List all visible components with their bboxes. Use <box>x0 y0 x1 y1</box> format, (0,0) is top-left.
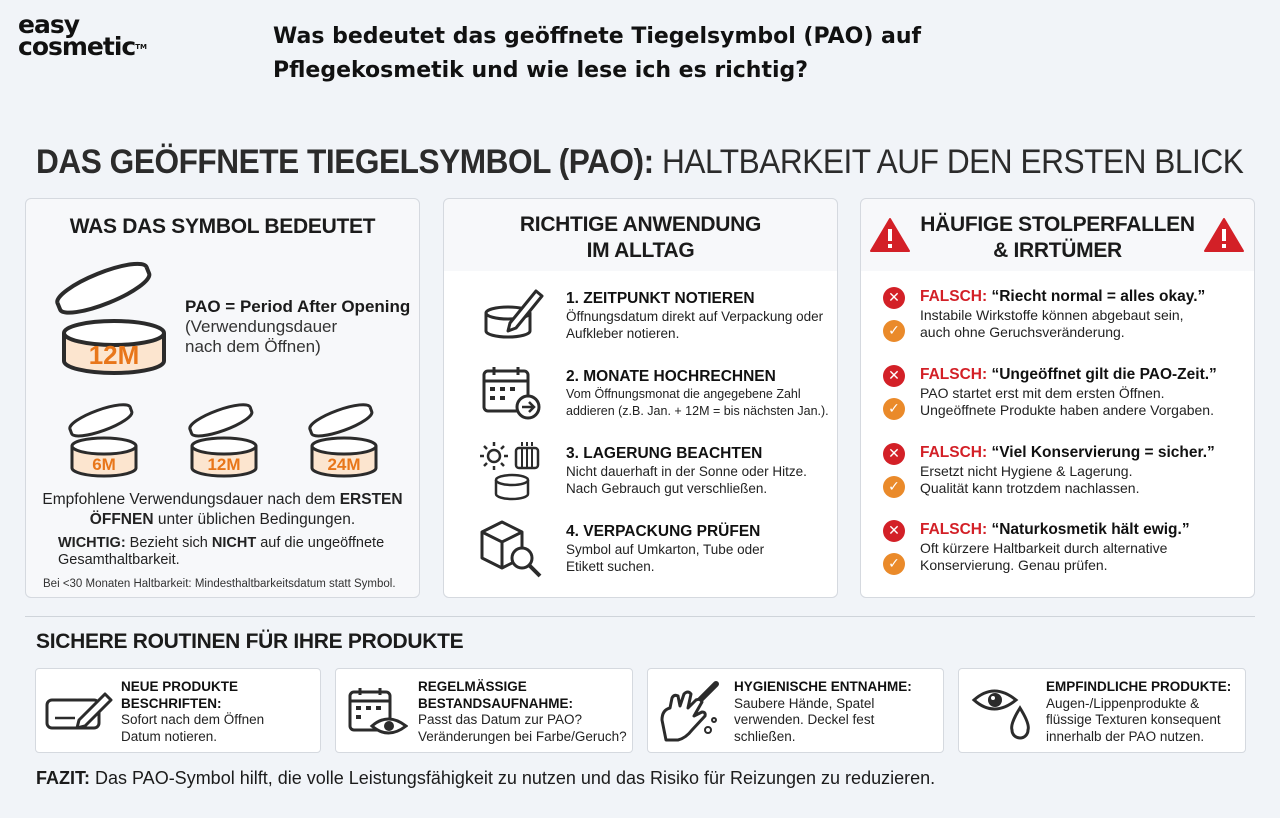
pitfalls-heading-2: & IRRTÜMER <box>993 239 1122 262</box>
step-4-text: Symbol auf Umkarton, Tube oder Etikett suchen. <box>566 542 765 574</box>
important-not: NICHT <box>211 535 257 551</box>
routine-sensitive-desc: Augen-/Lippenprodukte & flüssige Texturen konsequent innerhalb der PAO nutzen. <box>1046 695 1221 744</box>
routine-hygiene-desc: Saubere Hände, Spatel verwenden. Deckel fest schließen. <box>734 695 875 744</box>
hand-spatula-icon <box>658 680 724 744</box>
cross-icon: ✕ <box>883 443 905 465</box>
correct-usage-heading <box>444 212 837 264</box>
logo-line-1: easy <box>18 10 80 39</box>
check-icon: ✓ <box>883 398 905 420</box>
important-note <box>58 535 398 569</box>
important-post: auf die ungeöffnete Gesamthaltbarkeit. <box>58 535 385 568</box>
rec-pre: Empfohlene Verwendungsdauer nach dem <box>42 491 340 508</box>
step-3 <box>566 444 831 497</box>
mhd-footnote: Bei <30 Monaten Haltbarkeit: Mindesthaltbarkeitsdatum statt Symbol. <box>43 578 396 590</box>
routine-inventory-text <box>418 679 628 745</box>
pao-definition-sub: (Verwendungsdauer nach dem Öffnen) <box>185 317 338 356</box>
routines-heading: SICHERE ROUTINEN FÜR IHRE PRODUKTE <box>36 630 464 653</box>
step-1-text: Öffnungsdatum direkt auf Verpackung oder Aufkleber notieren. <box>566 309 824 341</box>
step-2 <box>566 367 838 420</box>
correct-usage-heading-2: IM ALLTAG <box>586 239 695 262</box>
conclusion-label: FAZIT: <box>36 768 90 788</box>
myth-4-claim: “Naturkosmetik hält ewig.” <box>987 521 1190 538</box>
falsch-label: FALSCH: <box>920 288 988 305</box>
jar-label-6m: 6M <box>92 455 116 474</box>
step-1 <box>566 289 831 342</box>
cross-icon: ✕ <box>883 520 905 542</box>
routine-inventory-desc: Passt das Datum zur PAO? Veränderungen bei Farbe/Geruch? <box>418 712 627 744</box>
check-icon: ✓ <box>883 476 905 498</box>
myth-1 <box>920 287 1250 341</box>
title-bold-part: DAS GEÖFFNETE TIEGELSYMBOL (PAO): <box>36 143 654 181</box>
myth-3-claim: “Viel Konservierung = sicher.” <box>987 444 1215 461</box>
label-pen-icon <box>45 690 113 734</box>
eye-drop-icon <box>970 684 1036 740</box>
myth-1-fix: Instabile Wirkstoffe können abgebaut sein, auch ohne Geruchsveränderung. <box>920 307 1184 340</box>
box-magnifier-icon <box>478 518 544 578</box>
routine-sensitive-text <box>1046 679 1241 745</box>
step-2-text: Vom Öffnungsmonat die angegebene Zahl addieren (z.B. Jan. + 12M = bis nächsten Jan.). <box>566 387 829 418</box>
sun-heater-icon <box>478 440 544 502</box>
myth-3-fix: Ersetzt nicht Hygiene & Lagerung. Qualität kann trotzdem nachlassen. <box>920 463 1140 496</box>
recommended-usage-text <box>40 490 405 530</box>
warning-icon-right <box>1203 217 1245 253</box>
conclusion-text: Das PAO-Symbol hilft, die volle Leistungsfähigkeit zu nutzen und das Risiko für Reizungen zu reduzieren. <box>90 768 936 788</box>
jar-label-24m: 24M <box>327 455 361 474</box>
pao-definition-title: PAO = Period After Opening <box>185 297 411 316</box>
jar-pen-icon <box>480 285 544 345</box>
pitfalls-heading-1: HÄUFIGE STOLPERFALLEN <box>920 213 1195 236</box>
routine-label-title: NEUE PRODUKTE BESCHRIFTEN: <box>121 679 239 711</box>
step-2-title: 2. MONATE HOCHRECHNEN <box>566 368 776 385</box>
routine-hygiene-text <box>734 679 934 745</box>
calendar-eye-icon <box>348 686 408 738</box>
cross-icon: ✕ <box>883 287 905 309</box>
calendar-arrow-icon <box>480 365 544 421</box>
routine-label-text <box>121 679 311 745</box>
cross-icon: ✕ <box>883 365 905 387</box>
routine-inventory-title: REGELMÄSSIGE BESTANDSAUFNAHME: <box>418 679 573 711</box>
step-1-title: 1. ZEITPUNKT NOTIEREN <box>566 290 755 307</box>
routine-label-desc: Sofort nach dem Öffnen Datum notieren. <box>121 712 265 744</box>
title-rest-part: HALTBARKEIT AUF DEN ERSTEN BLICK <box>653 143 1244 181</box>
myth-2-fix: PAO startet erst mit dem ersten Öffnen. Ungeöffnete Produkte haben andere Vorgaben. <box>920 385 1214 418</box>
symbol-meaning-heading: WAS DAS SYMBOL BEDEUTET <box>69 215 376 238</box>
step-4 <box>566 522 796 575</box>
jar-label-12m: 12M <box>207 455 241 474</box>
routine-sensitive-title: EMPFINDLICHE PRODUKTE: <box>1046 679 1232 694</box>
conclusion <box>36 768 935 789</box>
routine-hygiene-title: HYGIENISCHE ENTNAHME: <box>734 679 912 694</box>
step-4-title: 4. VERPACKUNG PRÜFEN <box>566 523 761 540</box>
myth-2 <box>920 365 1250 419</box>
falsch-label: FALSCH: <box>920 366 988 383</box>
correct-usage-heading-1: RICHTIGE ANWENDUNG <box>519 213 762 236</box>
logo-trademark: TM <box>135 43 147 51</box>
important-label: WICHTIG: <box>58 535 126 551</box>
myth-1-claim: “Riecht normal = alles okay.” <box>987 288 1206 305</box>
section-divider <box>25 616 1255 617</box>
pitfalls-heading <box>861 212 1254 264</box>
infographic-title <box>36 143 1244 182</box>
step-3-text: Nicht dauerhaft in der Sonne oder Hitze. Nach Gebrauch gut verschließen. <box>566 464 807 496</box>
rec-post: unter üblichen Bedingungen. <box>153 511 356 528</box>
myth-4-fix: Oft kürzere Haltbarkeit durch alternative Konservierung. Genau prüfen. <box>920 540 1168 573</box>
page-question: Was bedeutet das geöffnete Tiegelsymbol (PAO) auf Pflegekosmetik und wie lese ich es richtig? <box>273 24 922 83</box>
big-jar-label: 12M <box>88 340 140 370</box>
step-3-title: 3. LAGERUNG BEACHTEN <box>566 445 763 462</box>
important-mid: Bezieht sich <box>125 535 212 551</box>
logo-line-2: cosmetic <box>18 32 136 61</box>
myth-2-claim: “Ungeöffnet gilt die PAO-Zeit.” <box>987 366 1217 383</box>
falsch-label: FALSCH: <box>920 444 988 461</box>
myth-3 <box>920 443 1250 497</box>
falsch-label: FALSCH: <box>920 521 988 538</box>
myth-4 <box>920 520 1250 574</box>
rec-bold: ERSTEN ÖFFNEN <box>89 491 403 528</box>
check-icon: ✓ <box>883 553 905 575</box>
easycosmetic-logo <box>18 10 147 61</box>
check-icon: ✓ <box>883 320 905 342</box>
pao-definition <box>185 297 410 357</box>
warning-icon-left <box>869 217 911 253</box>
